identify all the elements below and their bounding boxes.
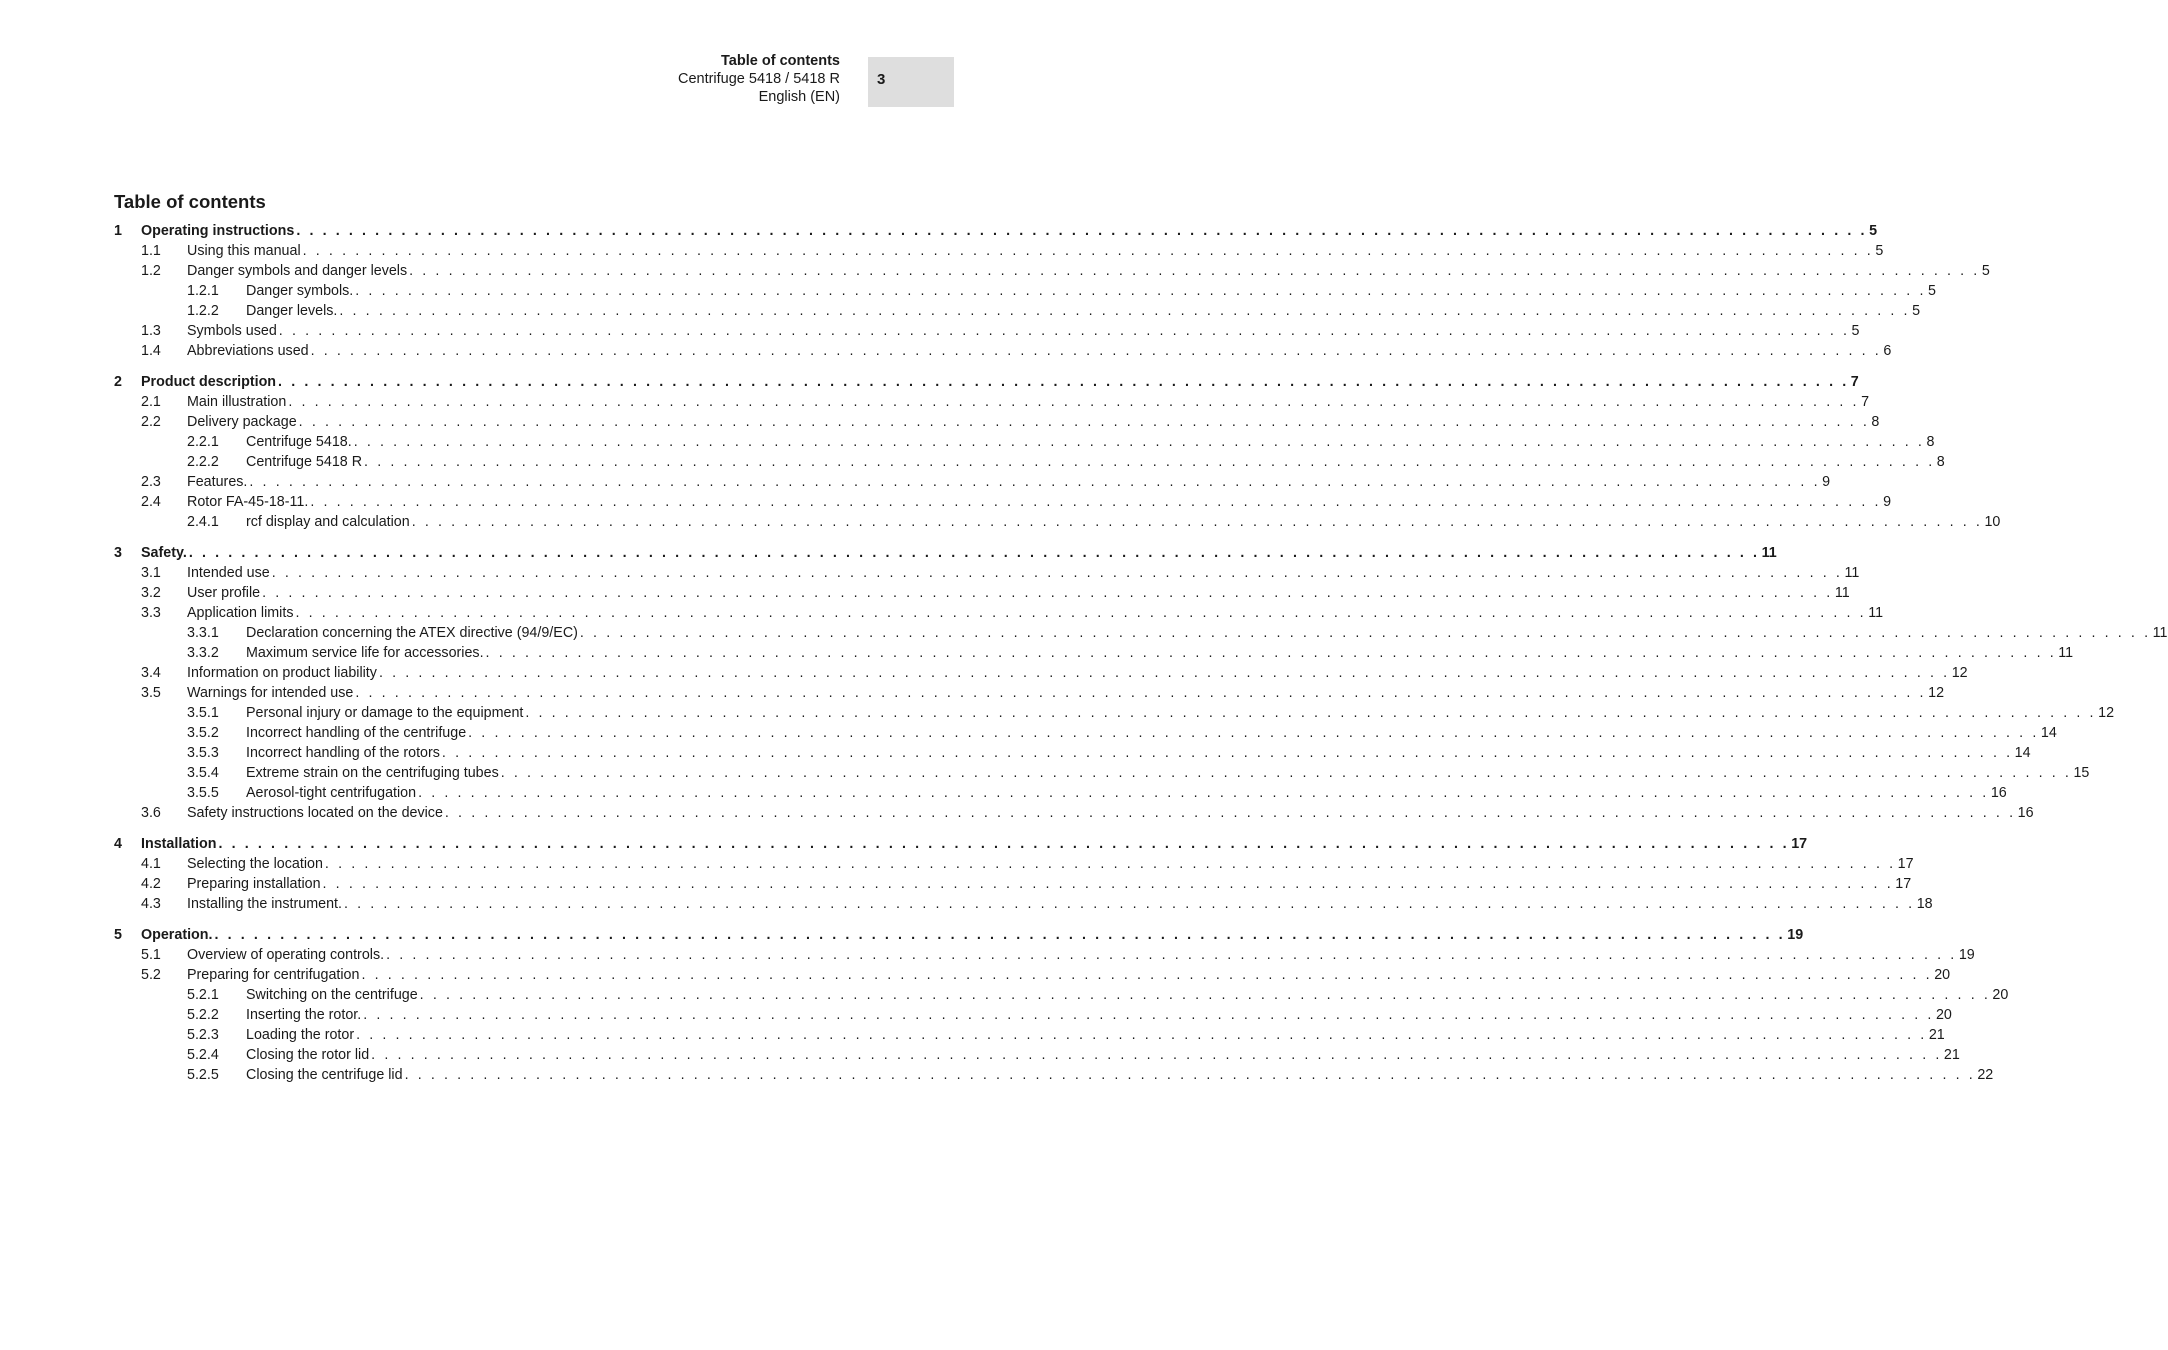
- entry-label: Abbreviations used: [187, 343, 309, 359]
- header-title: Table of contents: [721, 53, 840, 69]
- entry-label: Warnings for intended use: [187, 685, 354, 701]
- entry-label: Main illustration: [187, 394, 287, 410]
- toc-section-entry[interactable]: [114, 854, 1914, 874]
- toc-subsection-entry[interactable]: [114, 301, 1921, 321]
- entry-page: 12: [1951, 665, 1968, 681]
- entry-number: 4.1: [141, 856, 161, 872]
- dot-leader: . . . . . . . . . . . . . . . . . . . . . . . . . . . . . . . . . . . . . . . . . . . . . . . . . . . . . . . . . . . . . . . . . . . . . . . . . . . . . . . . . . . . . . . . . . . . . . . . . . . . . . . . . . . . . . . . . . . . . . . .: [378, 665, 1950, 681]
- toc-section-entry[interactable]: [114, 683, 1945, 703]
- dot-leader: . . . . . . . . . . . . . . . . . . . . . . . . . . . . . . . . . . . . . . . . . . . . . . . . . . . . . . . . . . . . . . . . . . . . . . . . . . . . . . . . . . . . . . . . . . . . . . . . . . . . . . . . . . . . . . . . . . . . . . . .: [310, 343, 1882, 359]
- toc-section-entry[interactable]: [114, 965, 1951, 985]
- entry-number: 1.1: [141, 243, 161, 259]
- dot-leader: . . . . . . . . . . . . . . . . . . . . . . . . . . . . . . . . . . . . . . . . . . . . . . . . . . . . . . . . . . . . . . . . . . . . . . . . . . . . . . . . . . . . . . . . . . . . . . . . . . . . . . . . . . . . . . . . . . . . . . . .: [296, 223, 1868, 239]
- entry-page: 14: [2040, 725, 2057, 741]
- dot-leader: . . . . . . . . . . . . . . . . . . . . . . . . . . . . . . . . . . . . . . . . . . . . . . . . . . . . . . . . . . . . . . . . . . . . . . . . . . . . . . . . . . . . . . . . . . . . . . . . . . . . . . . . . . . . . . . . . . . . . . . .: [295, 605, 1867, 621]
- entry-label: Incorrect handling of the rotors: [246, 745, 440, 761]
- entry-label: Symbols used: [187, 323, 277, 339]
- entry-label: Closing the centrifuge lid: [246, 1067, 403, 1083]
- entry-page: 14: [2014, 745, 2031, 761]
- entry-page: 11: [2152, 625, 2168, 641]
- toc-section-entry[interactable]: [114, 583, 1850, 603]
- dot-leader: . . . . . . . . . . . . . . . . . . . . . . . . . . . . . . . . . . . . . . . . . . . . . . . . . . . . . . . . . . . . . . . . . . . . . . . . . . . . . . . . . . . . . . . . . . . . . . . . . . . . . . . . . . . . . . . . . . . . . . . .: [371, 1047, 1942, 1063]
- entry-label: Preparing installation: [187, 876, 321, 892]
- entry-page: 22: [1977, 1067, 1994, 1083]
- dot-leader: . . . . . . . . . . . . . . . . . . . . . . . . . . . . . . . . . . . . . . . . . . . . . . . . . . . . . . . . . . . . . . . . . . . . . . . . . . . . . . . . . . . . . . . . . . . . . . . . . . . . . . . . . . . . . . . . . . . . . . . .: [343, 896, 1915, 912]
- entry-number: 5.2: [141, 967, 161, 983]
- entry-label: Inserting the rotor.: [246, 1007, 362, 1023]
- entry-page: 9: [1883, 494, 1892, 510]
- entry-number: 1.4: [141, 343, 161, 359]
- entry-label: Centrifuge 5418 R: [246, 454, 363, 470]
- dot-leader: . . . . . . . . . . . . . . . . . . . . . . . . . . . . . . . . . . . . . . . . . . . . . . . . . . . . . . . . . . . . . . . . . . . . . . . . . . . . . . . . . . . . . . . . . . . . . . . . . . . . . . . . . . . . . . . . . . . . . . . .: [404, 1067, 1976, 1083]
- toc-section-entry[interactable]: [114, 472, 1831, 492]
- toc-section-entry[interactable]: [114, 874, 1912, 894]
- entry-number: 3.3.2: [187, 645, 219, 661]
- dot-leader: . . . . . . . . . . . . . . . . . . . . . . . . . . . . . . . . . . . . . . . . . . . . . . . . . . . . . . . . . . . . . . . . . . . . . . . . . . . . . . . . . . . . . . . . . . . . . . . . . . . . . . . . . . . . . . . . . . . . . . . .: [411, 514, 1983, 530]
- entry-page: 8: [1871, 414, 1880, 430]
- entry-label: Selecting the location: [187, 856, 323, 872]
- entry-page: 15: [2073, 765, 2090, 781]
- entry-number: 5.2.5: [187, 1067, 219, 1083]
- entry-page: 7: [1861, 394, 1870, 410]
- dot-leader: . . . . . . . . . . . . . . . . . . . . . . . . . . . . . . . . . . . . . . . . . . . . . . . . . . . . . . . . . . . . . . . . . . . . . . . . . . . . . . . . . . . . . . . . . . . . . . . . . . . . . . . . . . . . . . . . . . . . . . . .: [322, 876, 1894, 892]
- dot-leader: . . . . . . . . . . . . . . . . . . . . . . . . . . . . . . . . . . . . . . . . . . . . . . . . . . . . . . . . . . . . . . . . . . . . . . . . . . . . . . . . . . . . . . . . . . . . . . . . . . . . . . . . . . . . . . . . . . . . . . . .: [278, 374, 1849, 390]
- entry-number: 1.2.2: [187, 303, 219, 319]
- entry-label: Centrifuge 5418.: [246, 434, 352, 450]
- dot-leader: . . . . . . . . . . . . . . . . . . . . . . . . . . . . . . . . . . . . . . . . . . . . . . . . . . . . . . . . . . . . . . . . . . . . . . . . . . . . . . . . . . . . . . . . . . . . . . . . . . . . . . . . . . . . . . . . . . . . . . . .: [468, 725, 2039, 741]
- entry-label: Application limits: [187, 605, 294, 621]
- dot-leader: . . . . . . . . . . . . . . . . . . . . . . . . . . . . . . . . . . . . . . . . . . . . . . . . . . . . . . . . . . . . . . . . . . . . . . . . . . . . . . . . . . . . . . . . . . . . . . . . . . . . . . . . . . . . . . . . . . . . . . . .: [418, 785, 1989, 801]
- entry-page: 11: [1868, 605, 1884, 621]
- entry-number: 1.2.1: [187, 283, 219, 299]
- entry-number: 1: [114, 223, 122, 239]
- entry-number: 3.5.1: [187, 705, 219, 721]
- running-header: [678, 52, 840, 106]
- toc-section: [114, 221, 1990, 361]
- entry-number: 3.2: [141, 585, 161, 601]
- entry-page: 7: [1850, 374, 1859, 390]
- entry-label: Aerosol-tight centrifugation: [246, 785, 417, 801]
- toc-section-entry[interactable]: [114, 321, 1860, 341]
- entry-number: 1.2: [141, 263, 161, 279]
- dot-leader: . . . . . . . . . . . . . . . . . . . . . . . . . . . . . . . . . . . . . . . . . . . . . . . . . . . . . . . . . . . . . . . . . . . . . . . . . . . . . . . . . . . . . . . . . . . . . . . . . . . . . . . . . . . . . . . . . . . . . . . .: [444, 805, 2016, 821]
- entry-number: 2.2: [141, 414, 161, 430]
- dot-leader: . . . . . . . . . . . . . . . . . . . . . . . . . . . . . . . . . . . . . . . . . . . . . . . . . . . . . . . . . . . . . . . . . . . . . . . . . . . . . . . . . . . . . . . . . . . . . . . . . . . . . . . . . . . . . . . . . . . . . . . .: [363, 1007, 1934, 1023]
- entry-page: 5: [1981, 263, 1990, 279]
- toc-subsection-entry[interactable]: [114, 763, 2090, 783]
- toc-subsection-entry[interactable]: [114, 432, 1935, 452]
- entry-label: Operating instructions: [141, 223, 295, 239]
- entry-page: 9: [1822, 474, 1831, 490]
- entry-page: 6: [1883, 343, 1892, 359]
- entry-page: 5: [1851, 323, 1860, 339]
- toc-subsection-entry[interactable]: [114, 743, 2031, 763]
- dot-leader: . . . . . . . . . . . . . . . . . . . . . . . . . . . . . . . . . . . . . . . . . . . . . . . . . . . . . . . . . . . . . . . . . . . . . . . . . . . . . . . . . . . . . . . . . . . . . . . . . . . . . . . . . . . . . . . . . . . . . . . .: [324, 856, 1896, 872]
- dot-leader: . . . . . . . . . . . . . . . . . . . . . . . . . . . . . . . . . . . . . . . . . . . . . . . . . . . . . . . . . . . . . . . . . . . . . . . . . . . . . . . . . . . . . . . . . . . . . . . . . . . . . . . . . . . . . . . . . . . . . . . .: [339, 303, 1911, 319]
- entry-number: 4.3: [141, 896, 161, 912]
- dot-leader: . . . . . . . . . . . . . . . . . . . . . . . . . . . . . . . . . . . . . . . . . . . . . . . . . . . . . . . . . . . . . . . . . . . . . . . . . . . . . . . . . . . . . . . . . . . . . . . . . . . . . . . . . . . . . . . . . . . . . . . .: [310, 494, 1882, 510]
- entry-number: 2.2.1: [187, 434, 219, 450]
- entry-page: 21: [1943, 1047, 1960, 1063]
- toc-subsection-entry[interactable]: [114, 512, 2001, 532]
- toc-section-entry[interactable]: [114, 261, 1990, 281]
- entry-number: 2.1: [141, 394, 161, 410]
- entry-label: Rotor FA-45-18-11.: [187, 494, 309, 510]
- dot-leader: . . . . . . . . . . . . . . . . . . . . . . . . . . . . . . . . . . . . . . . . . . . . . . . . . . . . . . . . . . . . . . . . . . . . . . . . . . . . . . . . . . . . . . . . . . . . . . . . . . . . . . . . . . . . . . . . . . . . . . . .: [353, 434, 1925, 450]
- toc-subsection-entry[interactable]: [114, 703, 2115, 723]
- dot-leader: . . . . . . . . . . . . . . . . . . . . . . . . . . . . . . . . . . . . . . . . . . . . . . . . . . . . . . . . . . . . . . . . . . . . . . . . . . . . . . . . . . . . . . . . . . . . . . . . . . . . . . . . . . . . . . . . . . . . . . . .: [419, 987, 1991, 1003]
- toc-section-entry[interactable]: [114, 945, 1975, 965]
- entry-number: 3.1: [141, 565, 161, 581]
- entry-label: Preparing for centrifugation: [187, 967, 360, 983]
- entry-page: 20: [1935, 1007, 1952, 1023]
- entry-page: 20: [1934, 967, 1951, 983]
- entry-page: 17: [1897, 856, 1914, 872]
- toc-subsection-entry[interactable]: [114, 1025, 1945, 1045]
- entry-label: Danger symbols.: [246, 283, 354, 299]
- entry-number: 3.5.4: [187, 765, 219, 781]
- toc-section-entry[interactable]: [114, 341, 1892, 361]
- entry-number: 5.2.2: [187, 1007, 219, 1023]
- entry-page: 11: [1844, 565, 1860, 581]
- entry-label: Safety.: [141, 545, 187, 561]
- dot-leader: . . . . . . . . . . . . . . . . . . . . . . . . . . . . . . . . . . . . . . . . . . . . . . . . . . . . . . . . . . . . . . . . . . . . . . . . . . . . . . . . . . . . . . . . . . . . . . . . . . . . . . . . . . . . . . . . . . . . . . . .: [288, 394, 1860, 410]
- entry-number: 2.3: [141, 474, 161, 490]
- page-number: 3: [877, 71, 886, 88]
- dot-leader: . . . . . . . . . . . . . . . . . . . . . . . . . . . . . . . . . . . . . . . . . . . . . . . . . . . . . . . . . . . . . . . . . . . . . . . . . . . . . . . . . . . . . . . . . . . . . . . . . . . . . . . . . . . . . . . . . . . . . . . .: [188, 545, 1760, 561]
- entry-number: 3.3.1: [187, 625, 219, 641]
- toc-chapter-entry[interactable]: [114, 372, 1859, 392]
- entry-number: 5.2.4: [187, 1047, 219, 1063]
- entry-page: 8: [1926, 434, 1935, 450]
- toc-section-entry[interactable]: [114, 803, 2034, 823]
- toc-chapter-entry[interactable]: [114, 543, 1777, 563]
- table-of-contents: [114, 221, 2168, 1096]
- toc-section: [114, 925, 2009, 1085]
- toc-section-entry[interactable]: [114, 492, 1892, 512]
- toc-title: Table of contents: [114, 191, 266, 212]
- dot-leader: . . . . . . . . . . . . . . . . . . . . . . . . . . . . . . . . . . . . . . . . . . . . . . . . . . . . . . . . . . . . . . . . . . . . . . . . . . . . . . . . . . . . . . . . . . . . . . . . . . . . . . . . . . . . . . . . . . . . . . . .: [214, 927, 1786, 943]
- entry-number: 5: [114, 927, 122, 943]
- entry-page: 5: [1875, 243, 1884, 259]
- entry-page: 19: [1787, 927, 1804, 943]
- dot-leader: . . . . . . . . . . . . . . . . . . . . . . . . . . . . . . . . . . . . . . . . . . . . . . . . . . . . . . . . . . . . . . . . . . . . . . . . . . . . . . . . . . . . . . . . . . . . . . . . . . . . . . . . . . . . . . . . . . . . . . . .: [441, 745, 2013, 761]
- dot-leader: . . . . . . . . . . . . . . . . . . . . . . . . . . . . . . . . . . . . . . . . . . . . . . . . . . . . . . . . . . . . . . . . . . . . . . . . . . . . . . . . . . . . . . . . . . . . . . . . . . . . . . . . . . . . . . . . . . . . . . . .: [485, 645, 2057, 661]
- toc-section-entry[interactable]: [114, 241, 1884, 261]
- entry-label: Intended use: [187, 565, 270, 581]
- entry-number: 3.6: [141, 805, 161, 821]
- entry-label: Incorrect handling of the centrifuge: [246, 725, 467, 741]
- toc-subsection-entry[interactable]: [114, 723, 2057, 743]
- entry-label: Safety instructions located on the device: [187, 805, 443, 821]
- entry-label: Features.: [187, 474, 248, 490]
- entry-number: 5.2.1: [187, 987, 219, 1003]
- toc-subsection-entry[interactable]: [114, 1045, 1960, 1065]
- dot-leader: . . . . . . . . . . . . . . . . . . . . . . . . . . . . . . . . . . . . . . . . . . . . . . . . . . . . . . . . . . . . . . . . . . . . . . . . . . . . . . . . . . . . . . . . . . . . . . . . . . . . . . . . . . . . . . . . . . . . . . . .: [364, 454, 1935, 470]
- dot-leader: . . . . . . . . . . . . . . . . . . . . . . . . . . . . . . . . . . . . . . . . . . . . . . . . . . . . . . . . . . . . . . . . . . . . . . . . . . . . . . . . . . . . . . . . . . . . . . . . . . . . . . . . . . . . . . . . . . . . . . . .: [262, 585, 1833, 601]
- entry-number: 3.4: [141, 665, 161, 681]
- toc-subsection-entry[interactable]: [114, 985, 2009, 1005]
- entry-page: 17: [1791, 836, 1808, 852]
- entry-number: 2: [114, 374, 122, 390]
- dot-leader: . . . . . . . . . . . . . . . . . . . . . . . . . . . . . . . . . . . . . . . . . . . . . . . . . . . . . . . . . . . . . . . . . . . . . . . . . . . . . . . . . . . . . . . . . . . . . . . . . . . . . . . . . . . . . . . . . . . . . . . .: [361, 967, 1933, 983]
- entry-number: 3.5: [141, 685, 161, 701]
- page-number-tab: [868, 57, 954, 107]
- entry-label: Personal injury or damage to the equipment: [246, 705, 524, 721]
- entry-number: 3: [114, 545, 122, 561]
- entry-number: 2.4.1: [187, 514, 219, 530]
- toc-subsection-entry[interactable]: [114, 281, 1936, 301]
- entry-page: 21: [1928, 1027, 1945, 1043]
- toc-section-entry[interactable]: [114, 563, 1860, 583]
- entry-label: Installation: [141, 836, 217, 852]
- entry-page: 11: [1834, 585, 1850, 601]
- dot-leader: . . . . . . . . . . . . . . . . . . . . . . . . . . . . . . . . . . . . . . . . . . . . . . . . . . . . . . . . . . . . . . . . . . . . . . . . . . . . . . . . . . . . . . . . . . . . . . . . . . . . . . . . . . . . . . . . . . . . . . . .: [271, 565, 1843, 581]
- entry-page: 11: [2058, 645, 2074, 661]
- entry-page: 5: [1869, 223, 1878, 239]
- entry-page: 5: [1928, 283, 1936, 299]
- entry-label: Installing the instrument.: [187, 896, 342, 912]
- toc-section-entry[interactable]: [114, 603, 1884, 623]
- entry-label: Information on product liability: [187, 665, 377, 681]
- entry-number: 5.2.3: [187, 1027, 219, 1043]
- entry-page: 17: [1895, 876, 1912, 892]
- entry-number: 4.2: [141, 876, 161, 892]
- entry-number: 5.1: [141, 947, 161, 963]
- entry-number: 3.3: [141, 605, 161, 621]
- toc-subsection-entry[interactable]: [114, 643, 2074, 663]
- entry-label: Switching on the centrifuge: [246, 987, 418, 1003]
- entry-number: 3.5.2: [187, 725, 219, 741]
- entry-page: 12: [1928, 685, 1945, 701]
- dot-leader: . . . . . . . . . . . . . . . . . . . . . . . . . . . . . . . . . . . . . . . . . . . . . . . . . . . . . . . . . . . . . . . . . . . . . . . . . . . . . . . . . . . . . . . . . . . . . . . . . . . . . . . . . . . . . . . . . . . . . . . .: [386, 947, 1957, 963]
- dot-leader: . . . . . . . . . . . . . . . . . . . . . . . . . . . . . . . . . . . . . . . . . . . . . . . . . . . . . . . . . . . . . . . . . . . . . . . . . . . . . . . . . . . . . . . . . . . . . . . . . . . . . . . . . . . . . . . . . . . . . . . .: [356, 1027, 1927, 1043]
- dot-leader: . . . . . . . . . . . . . . . . . . . . . . . . . . . . . . . . . . . . . . . . . . . . . . . . . . . . . . . . . . . . . . . . . . . . . . . . . . . . . . . . . . . . . . . . . . . . . . . . . . . . . . . . . . . . . . . . . . . . . . . .: [525, 705, 2097, 721]
- dot-leader: . . . . . . . . . . . . . . . . . . . . . . . . . . . . . . . . . . . . . . . . . . . . . . . . . . . . . . . . . . . . . . . . . . . . . . . . . . . . . . . . . . . . . . . . . . . . . . . . . . . . . . . . . . . . . . . . . . . . . . . .: [579, 625, 2151, 641]
- entry-number: 1.3: [141, 323, 161, 339]
- dot-leader: . . . . . . . . . . . . . . . . . . . . . . . . . . . . . . . . . . . . . . . . . . . . . . . . . . . . . . . . . . . . . . . . . . . . . . . . . . . . . . . . . . . . . . . . . . . . . . . . . . . . . . . . . . . . . . . . . . . . . . . .: [409, 263, 1980, 279]
- header-language: English (EN): [758, 89, 840, 105]
- entry-label: User profile: [187, 585, 261, 601]
- entry-page: 5: [1912, 303, 1921, 319]
- entry-label: Delivery package: [187, 414, 297, 430]
- entry-label: Maximum service life for accessories.: [246, 645, 484, 661]
- toc-section-entry[interactable]: [114, 894, 1933, 914]
- toc-chapter-entry[interactable]: [114, 221, 1878, 241]
- toc-chapter-entry[interactable]: [114, 925, 1804, 945]
- entry-number: 3.5.3: [187, 745, 219, 761]
- dot-leader: . . . . . . . . . . . . . . . . . . . . . . . . . . . . . . . . . . . . . . . . . . . . . . . . . . . . . . . . . . . . . . . . . . . . . . . . . . . . . . . . . . . . . . . . . . . . . . . . . . . . . . . . . . . . . . . . . . . . . . . .: [278, 323, 1850, 339]
- entry-label: Loading the rotor: [246, 1027, 355, 1043]
- entry-number: 2.2.2: [187, 454, 219, 470]
- toc-subsection-entry[interactable]: [114, 452, 1945, 472]
- entry-label: rcf display and calculation: [246, 514, 410, 530]
- entry-number: 4: [114, 836, 122, 852]
- header-product: Centrifuge 5418 / 5418 R: [677, 71, 840, 87]
- entry-label: Product description: [141, 374, 277, 390]
- entry-page: 20: [1992, 987, 2009, 1003]
- entry-label: Declaration concerning the ATEX directive (94/9/EC): [246, 625, 578, 641]
- entry-page: 10: [1984, 514, 2001, 530]
- dot-leader: . . . . . . . . . . . . . . . . . . . . . . . . . . . . . . . . . . . . . . . . . . . . . . . . . . . . . . . . . . . . . . . . . . . . . . . . . . . . . . . . . . . . . . . . . . . . . . . . . . . . . . . . . . . . . . . . . . . . . . . .: [302, 243, 1874, 259]
- dot-leader: . . . . . . . . . . . . . . . . . . . . . . . . . . . . . . . . . . . . . . . . . . . . . . . . . . . . . . . . . . . . . . . . . . . . . . . . . . . . . . . . . . . . . . . . . . . . . . . . . . . . . . . . . . . . . . . . . . . . . . . .: [249, 474, 1821, 490]
- entry-label: Danger symbols and danger levels: [187, 263, 408, 279]
- dot-leader: . . . . . . . . . . . . . . . . . . . . . . . . . . . . . . . . . . . . . . . . . . . . . . . . . . . . . . . . . . . . . . . . . . . . . . . . . . . . . . . . . . . . . . . . . . . . . . . . . . . . . . . . . . . . . . . . . . . . . . . .: [355, 283, 1927, 299]
- entry-label: Operation.: [141, 927, 213, 943]
- toc-section: [114, 834, 1933, 914]
- toc-section: [114, 372, 2001, 532]
- toc-section-entry[interactable]: [114, 412, 1880, 432]
- entry-page: 16: [1990, 785, 2007, 801]
- entry-page: 12: [2098, 705, 2115, 721]
- toc-subsection-entry[interactable]: [114, 623, 2168, 643]
- dot-leader: . . . . . . . . . . . . . . . . . . . . . . . . . . . . . . . . . . . . . . . . . . . . . . . . . . . . . . . . . . . . . . . . . . . . . . . . . . . . . . . . . . . . . . . . . . . . . . . . . . . . . . . . . . . . . . . . . . . . . . . .: [355, 685, 1927, 701]
- entry-page: 11: [1761, 545, 1777, 561]
- toc-section: [114, 543, 2168, 823]
- entry-page: 16: [2017, 805, 2034, 821]
- toc-chapter-entry[interactable]: [114, 834, 1808, 854]
- entry-label: Overview of operating controls.: [187, 947, 385, 963]
- entry-page: 18: [1916, 896, 1933, 912]
- dot-leader: . . . . . . . . . . . . . . . . . . . . . . . . . . . . . . . . . . . . . . . . . . . . . . . . . . . . . . . . . . . . . . . . . . . . . . . . . . . . . . . . . . . . . . . . . . . . . . . . . . . . . . . . . . . . . . . . . . . . . . . .: [500, 765, 2072, 781]
- toc-subsection-entry[interactable]: [114, 1065, 1994, 1085]
- toc-section-entry[interactable]: [114, 663, 1968, 683]
- entry-page: 19: [1958, 947, 1975, 963]
- entry-label: Using this manual: [187, 243, 301, 259]
- entry-label: Danger levels.: [246, 303, 338, 319]
- toc-section-entry[interactable]: [114, 392, 1870, 412]
- dot-leader: . . . . . . . . . . . . . . . . . . . . . . . . . . . . . . . . . . . . . . . . . . . . . . . . . . . . . . . . . . . . . . . . . . . . . . . . . . . . . . . . . . . . . . . . . . . . . . . . . . . . . . . . . . . . . . . . . . . . . . . .: [218, 836, 1790, 852]
- entry-number: 3.5.5: [187, 785, 219, 801]
- entry-label: Extreme strain on the centrifuging tubes: [246, 765, 499, 781]
- toc-subsection-entry[interactable]: [114, 783, 2007, 803]
- entry-page: 8: [1936, 454, 1945, 470]
- dot-leader: . . . . . . . . . . . . . . . . . . . . . . . . . . . . . . . . . . . . . . . . . . . . . . . . . . . . . . . . . . . . . . . . . . . . . . . . . . . . . . . . . . . . . . . . . . . . . . . . . . . . . . . . . . . . . . . . . . . . . . . .: [298, 414, 1870, 430]
- entry-number: 2.4: [141, 494, 161, 510]
- toc-subsection-entry[interactable]: [114, 1005, 1952, 1025]
- entry-label: Closing the rotor lid: [246, 1047, 370, 1063]
